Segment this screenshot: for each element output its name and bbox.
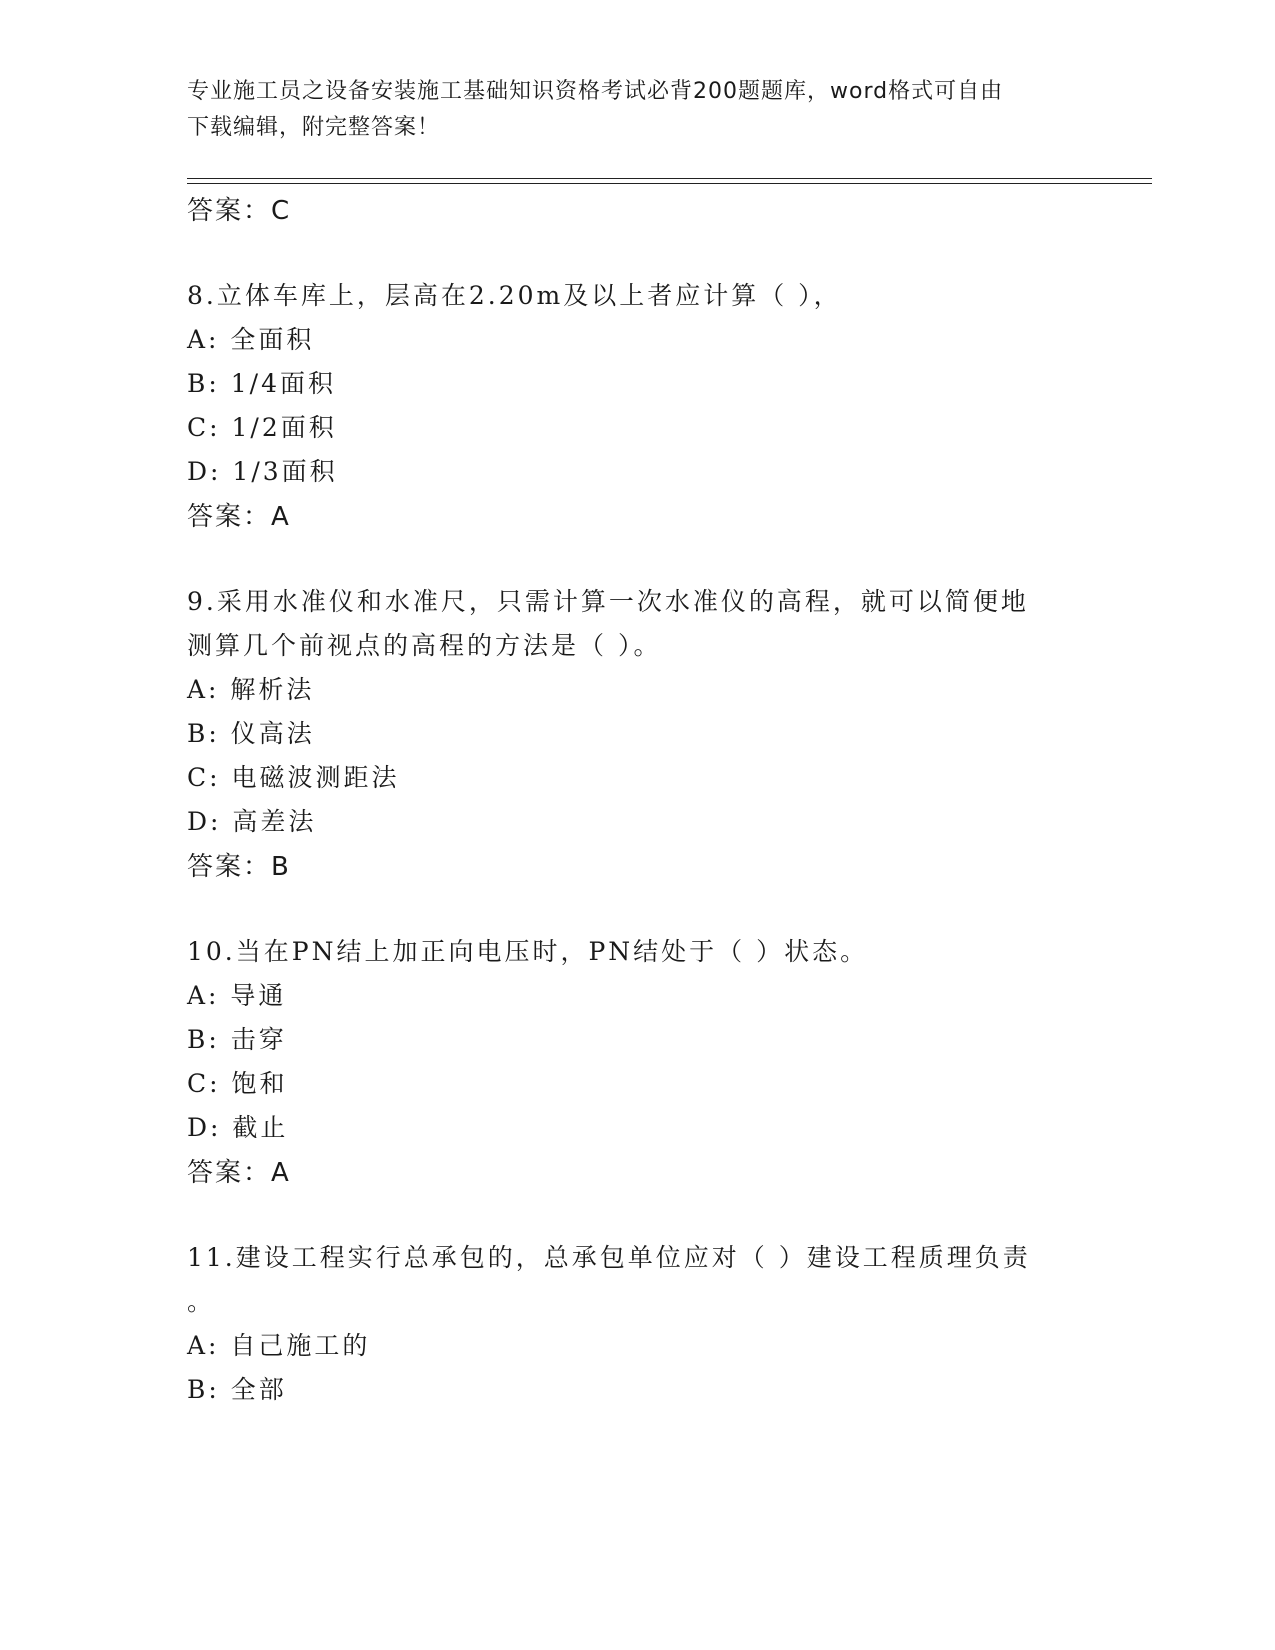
question-8-text: 8.立体车库上，层高在2.20m及以上者应计算（ ）， (187, 281, 842, 310)
question-11-option-a: A: 自己施工的 (187, 1331, 371, 1360)
question-10-option-a: A: 导通 (187, 981, 287, 1010)
question-8-option-b: B: 1/4面积 (187, 369, 336, 398)
question-9-option-c: C: 电磁波测距法 (187, 763, 400, 792)
question-8-option-c: C: 1/2面积 (187, 413, 337, 442)
question-9-answer: 答案：B (187, 852, 291, 882)
question-10-answer: 答案：A (187, 1158, 291, 1188)
header-divider-top (187, 178, 1152, 179)
question-11-option-b: B: 全部 (187, 1375, 287, 1404)
question-9-option-b: B: 仪高法 (187, 719, 315, 748)
header-line-1: 专业施工员之设备安装施工基础知识资格考试必背200题题库，word格式可自由 (187, 79, 1004, 104)
question-10-option-c: C: 饱和 (187, 1069, 288, 1098)
question-8-option-d: D: 1/3面积 (187, 457, 338, 486)
question-10-option-b: B: 击穿 (187, 1025, 287, 1054)
question-9-option-a: A: 解析法 (187, 675, 315, 704)
question-9-text-line-2: 测算几个前视点的高程的方法是（ ）。 (187, 631, 662, 660)
answer-line: 答案：C (187, 196, 292, 226)
question-10-text: 10.当在PN结上加正向电压时，PN结处于（ ）状态。 (187, 937, 869, 966)
document-header (187, 74, 1067, 146)
question-10-option-d: D: 截止 (187, 1113, 289, 1142)
question-11-text-line-2: 。 (187, 1287, 216, 1316)
question-8-answer: 答案：A (187, 502, 291, 532)
header-divider-bottom (187, 183, 1152, 184)
question-8-option-a: A: 全面积 (187, 325, 315, 354)
question-9-text-line-1: 9.采用水准仪和水准尺，只需计算一次水准仪的高程，就可以简便地 (187, 587, 1029, 616)
question-11-text-line-1: 11.建设工程实行总承包的，总承包单位应对（ ）建设工程质理负责 (187, 1243, 1031, 1272)
question-9-option-d: D: 高差法 (187, 807, 317, 836)
header-line-2: 下载编辑，附完整答案！ (187, 115, 441, 140)
